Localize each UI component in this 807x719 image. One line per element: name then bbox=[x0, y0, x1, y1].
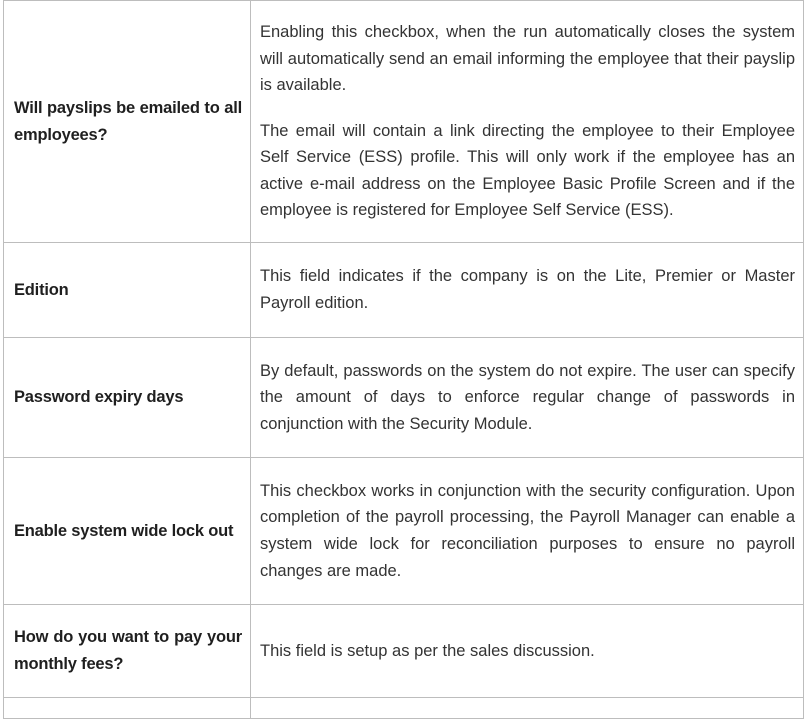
field-label: Enable system wide lock out bbox=[4, 458, 251, 605]
settings-description-table bbox=[3, 0, 804, 719]
table-row-monthly-fees bbox=[4, 605, 804, 698]
description-paragraph: This checkbox works in conjunction with the security configuration. Upon completion of the payroll processing, the Payroll Manager can enable a system wide lock for reconciliation purposes to ensure no payroll changes are made. bbox=[260, 481, 795, 580]
field-description bbox=[251, 605, 804, 698]
field-description bbox=[251, 338, 804, 458]
description-paragraph: The email will contain a link directing the employee to their Employee Self Service (ESS) profile. This will only work if the employee has an active e-mail address on the Employee Basic Profile Screen and if the employee is registered for Employee Self Service (ESS). bbox=[260, 121, 795, 220]
field-description bbox=[251, 458, 804, 605]
field-label: Password expiry days bbox=[4, 338, 251, 458]
field-label: How do you want to pay your monthly fees? bbox=[4, 605, 251, 698]
description-paragraph: This field is setup as per the sales discussion. bbox=[260, 641, 595, 660]
table-row-edition bbox=[4, 243, 804, 338]
description-paragraph: Enabling this checkbox, when the run automatically closes the system will automatically send an email informing the employee that their payslip is available. bbox=[260, 22, 795, 95]
field-description bbox=[251, 243, 804, 338]
table-row-system-lock-out bbox=[4, 458, 804, 605]
field-label: Edition bbox=[4, 243, 251, 338]
table-row-password-expiry bbox=[4, 338, 804, 458]
table-row-payslips-emailed bbox=[4, 1, 804, 243]
description-paragraph: By default, passwords on the system do not expire. The user can specify the amount of days to enforce regular change of passwords in conjunction with the Security Module. bbox=[260, 361, 795, 433]
description-paragraph: This field indicates if the company is on the Lite, Premier or Master Payroll edition. bbox=[260, 267, 795, 312]
field-description bbox=[251, 1, 804, 243]
field-label: Will payslips be emailed to all employees? bbox=[4, 1, 251, 243]
